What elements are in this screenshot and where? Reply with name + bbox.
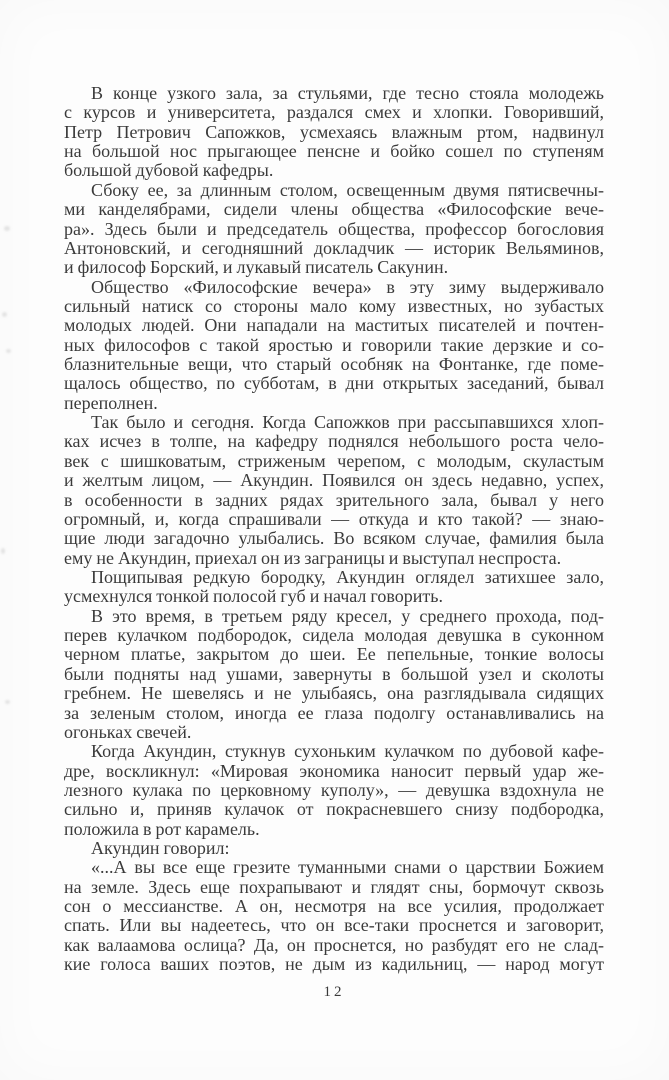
- text-line: и философ Борский, и лукавый писатель Сакунин.: [64, 258, 449, 278]
- text-line: ему не Акундин, приехал он из заграницы и выступал неспроста.: [64, 548, 562, 568]
- scan-speckle: [5, 700, 10, 704]
- text-line: гребнем. Не шевелясь и не улыбаясь, она разглядывала сидящих: [64, 684, 604, 704]
- paragraph: [64, 84, 604, 181]
- text-line: ках исчез в толпе, на кафедру поднялся небольшого роста чело-: [64, 432, 604, 452]
- text-line: переполнен.: [64, 393, 158, 413]
- scan-speckle: [4, 226, 10, 231]
- text-line: как валаамова ослица? Да, он проснется, но разбудят его не слад-: [64, 935, 604, 955]
- text-line: молодых людей. Они нападали на маститых писателей и почтен-: [64, 316, 604, 336]
- text-line: щие люди загадочно улыбались. Во всяком случае, фамилия была: [64, 529, 604, 549]
- text-line: за зеленым столом, иногда ее глаза подолгу останавливались на: [64, 703, 604, 723]
- text-line: В это время, в третьем ряду кресел, у среднего прохода, под-: [91, 606, 604, 626]
- page-number: 12: [323, 984, 345, 1000]
- text-line: были подняты над ушами, завернуты в большой узел и сколоты: [64, 664, 604, 684]
- text-line: ра». Здесь были и председатель общества, профессор богословия: [64, 219, 604, 239]
- scan-speckle: [6, 349, 11, 353]
- text-line: с курсов и университета, раздался смех и хлопки. Говоривший,: [64, 103, 604, 123]
- text-line: спать. Или вы надеетесь, что он все-таки проснется и заговорит,: [64, 916, 604, 936]
- text-line: сон о мессианстве. А он, несмотря на все усилия, продолжает: [64, 897, 604, 917]
- text-line: Петр Петрович Сапожков, усмехаясь влажным ртом, надвинул: [64, 122, 604, 142]
- text-line: Когда Акундин, стукнув сухоньким кулачком по дубовой кафе-: [91, 742, 604, 762]
- text-line: Так было и сегодня. Когда Сапожков при рассыпавшихся хлоп-: [91, 413, 604, 433]
- text-line: ных философов с такой яростью и говорили такие дерзкие и со-: [64, 335, 604, 355]
- text-line: дре, воскликнул: «Мировая экономика наносит первый удар же-: [64, 761, 604, 781]
- text-line: Общество «Философские вечера» в эту зиму выдерживало: [91, 277, 604, 297]
- text-line: большой дубовой кафедры.: [64, 161, 274, 181]
- text-line: перев кулачком подбородок, сидела молодая девушка в суконном: [64, 626, 604, 646]
- paragraph: [64, 278, 604, 414]
- text-line: огоньках свечей.: [64, 722, 192, 742]
- text-line: щалось общество, по субботам, в дни открытых заседаний, бывал: [64, 374, 604, 394]
- paragraph: [64, 413, 604, 568]
- paragraph: [64, 839, 604, 858]
- text-line: блазнительные вещи, что старый особняк на Фонтанке, где поме-: [64, 355, 604, 375]
- text-line: усмехнулся тонкой полосой губ и начал говорить.: [64, 587, 443, 607]
- page-text: [64, 84, 604, 975]
- text-line: «...А вы все еще грезите туманными снами о царствии Божием: [91, 858, 604, 878]
- text-line: сильно и, приняв кулачок от покрасневшего снизу подбородка,: [64, 800, 604, 820]
- text-line: век с шишковатым, стриженым черепом, с молодым, скуластым: [64, 451, 604, 471]
- scan-speckle: [1, 548, 5, 554]
- paragraph: [64, 858, 604, 974]
- text-line: кие голоса ваших поэтов, не дым из кадильниц, — народ могут: [64, 955, 604, 975]
- paragraph: [64, 568, 604, 607]
- text-line: черном платье, закрытом до шеи. Ее пепельные, тонкие волосы: [64, 645, 604, 665]
- text-line: Пощипывая редкую бородку, Акундин оглядел затихшее зало,: [91, 567, 604, 587]
- text-line: лезного кулака по церковному куполу», — девушка вздохнула не: [64, 780, 604, 800]
- paragraph: [64, 742, 604, 839]
- text-line: огромный, и, когда спрашивали — откуда и кто такой? — знаю-: [64, 509, 604, 529]
- text-line: и желтым лицом, — Акундин. Появился он здесь недавно, успех,: [64, 471, 604, 491]
- text-line: положила в рот карамель.: [64, 819, 260, 839]
- text-line: Антоновский, и сегодняшний докладчик — историк Вельяминов,: [64, 238, 604, 258]
- text-line: в особенности в задних рядах зрительного зала, бывал у него: [64, 490, 604, 510]
- scan-speckle: [2, 312, 7, 317]
- text-line: на земле. Здесь еще похрапывают и глядят сны, бормочут сквозь: [64, 877, 604, 897]
- text-line: Сбоку ее, за длинным столом, освещенным двумя пятисвечны-: [91, 180, 604, 200]
- paragraph: [64, 181, 604, 278]
- text-line: сильный натиск со стороны мало кому известных, но зубастых: [64, 296, 604, 316]
- paragraph: [64, 607, 604, 743]
- text-line: Акундин говорил:: [91, 839, 230, 859]
- text-line: на большой нос прыгающее пенсне и бойко сошел по ступеням: [64, 142, 604, 162]
- text-line: В конце узкого зала, за стульями, где тесно стояла молодежь: [91, 84, 604, 103]
- text-line: ми канделябрами, сидели члены общества «Философские вече-: [64, 200, 604, 220]
